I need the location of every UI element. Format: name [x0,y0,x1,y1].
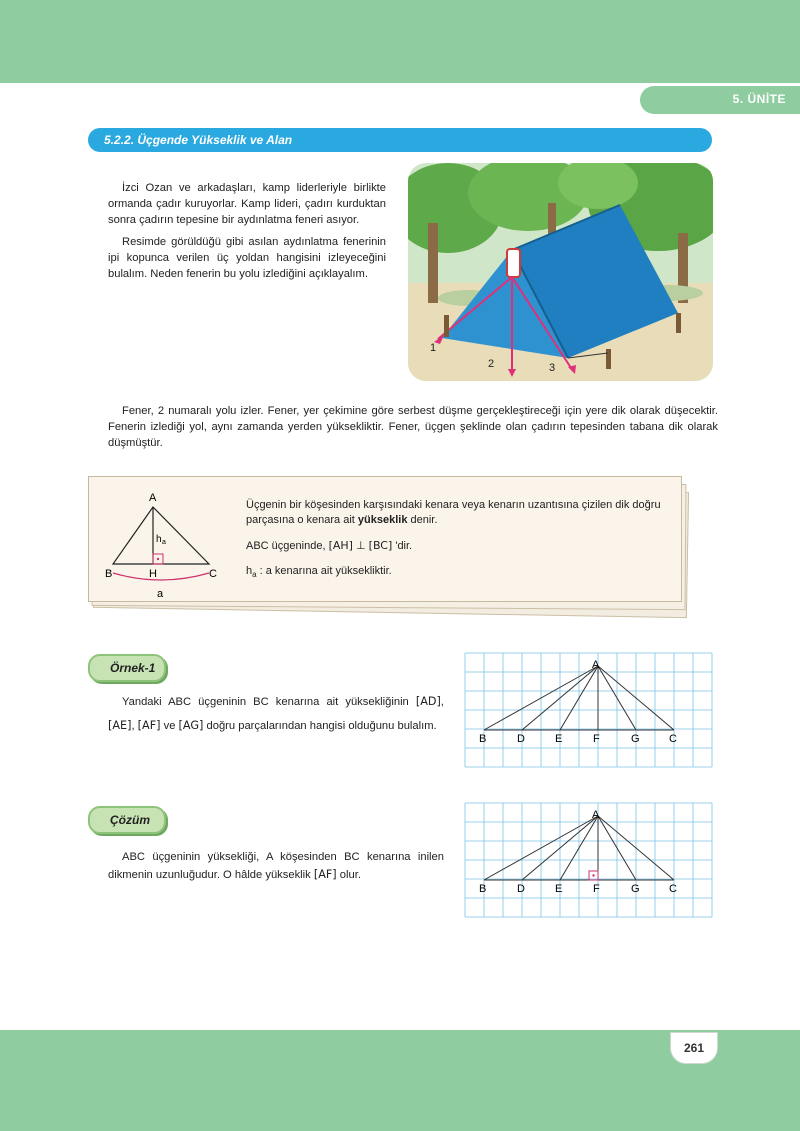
segment-ad: [AD] [415,695,441,708]
vertex-a: A [149,492,157,504]
unit-label: 5. ÜNİTE [732,92,786,106]
path-label-1: 1 [430,342,437,354]
statement-prefix: ABC üçgeninde, [246,540,329,552]
path-label-2: 2 [488,358,495,370]
definition-text [246,498,676,592]
grid1-label-c: C [669,733,677,745]
segment-bc: [BC] [368,539,393,552]
tent-peg [444,315,449,337]
perpendicular-statement [246,538,676,554]
definition-text-part: denir. [407,514,438,526]
grid1-label-e: E [555,733,563,745]
height-subscript: a [252,570,257,580]
example-label-pill [88,654,166,682]
grid2-label-f: F [593,883,600,895]
explanation-paragraph: Fener, 2 numaralı yolu izler. Fener, yer çekimine göre serbest düşme gerçekleştireceği için yere dik olarak düşecektir. Fenerin izlediği yol, aynı zamanda yerden yüksekliktir. Fener, üçgen şeklinde olan çadırın tepesinden tabana dik olarak düşmüştür. [108,405,718,449]
example-text-part: doğru parçalarından hangisi olduğunu bulalım. [203,720,437,732]
vertex-b: B [105,568,113,580]
grid2-label-d: D [517,883,525,895]
perp-symbol: ⊥ [352,540,369,552]
grid2-label-b: B [479,883,487,895]
intro-paragraph-1: İzci Ozan ve arkadaşları, kamp liderleriyle birlikte ormanda çadır kuruyorlar. Kamp lideri, çadırı kurduktan sonra çadırın tepesine bir aydınlatma feneri asıyor. [108,182,386,226]
segment-af: [AF] [137,719,161,732]
example-grid-figure [464,652,714,768]
section-title-bar [88,128,712,152]
definition-keyword: yükseklik [357,514,408,526]
segment-ag: [AG] [178,719,204,732]
page-number: 261 [683,1041,705,1055]
separator: ve [160,720,179,732]
altitude-diagram [99,485,249,609]
solution-text-part: olur. [336,869,361,881]
height-label: h [156,534,162,545]
grid2-label-c: C [669,883,677,895]
separator: , [440,696,444,708]
tent-peg [606,349,611,369]
solution-grid-figure [464,802,714,918]
grid1-label-b: B [479,733,487,745]
definition-sentence [246,498,676,528]
foot-h: H [149,568,157,580]
grid1-label-g: G [631,733,640,745]
tent-peg [676,313,681,333]
solution-label: Çözüm [110,813,150,827]
height-note-text: : a kenarına ait yüksekliktir. [256,565,392,577]
page-number-badge [670,1032,718,1064]
grid2-apex-label: A [592,809,600,821]
unit-tab [640,86,800,114]
segment-ae: [AE] [108,719,132,732]
solution-text-part: ABC üçgeninin yüksekliği, A köşesinden BC kenarına inilen dikmenin uzunluğudur. O hâlde yükseklik [108,851,444,881]
separator: , [131,720,138,732]
definition-text-part: Üçgenin bir köşesinden karşısındaki kenara veya kenarın uzantısına çizilen dik doğru parçasına o kenara ait [246,499,661,526]
top-header-band [0,0,800,83]
segment-af: [AF] [313,868,337,881]
lantern [507,249,520,277]
grid1-label-f: F [593,733,600,745]
intro-paragraph-2: Resimde görüldüğü gibi asılan aydınlatma fenerinin ipi kopunca verilen üç yoldan hangisini izleyeceğini bulalım. Neden fenerin bu yolu izlediğini açıklayalım. [108,236,386,280]
tent-illustration [408,163,713,381]
grid2-label-e: E [555,883,563,895]
example-text [108,690,444,738]
path-label-3: 3 [549,362,556,374]
height-symbol: h [246,565,253,577]
section-title: 5.2.2. Üçgende Yükseklik ve Alan [104,133,293,147]
solution-label-pill [88,806,166,834]
statement-suffix: 'dir. [392,540,413,552]
grid1-apex-label: A [592,659,600,671]
grid1-label-d: D [517,733,525,745]
example-text-part: Yandaki ABC üçgeninin BC kenarına ait yüksekliğinin [122,696,416,708]
base-label: a [157,588,164,600]
height-note [246,564,676,582]
intro-text [108,180,386,288]
tent-scene-svg [408,163,713,381]
example-label: Örnek-1 [110,661,156,675]
grid2-label-g: G [631,883,640,895]
solution-text [108,848,444,884]
height-label-sub: a [162,539,166,546]
tree-trunk [428,223,438,303]
vertex-c: C [209,568,217,580]
segment-ah: [AH] [328,539,353,552]
